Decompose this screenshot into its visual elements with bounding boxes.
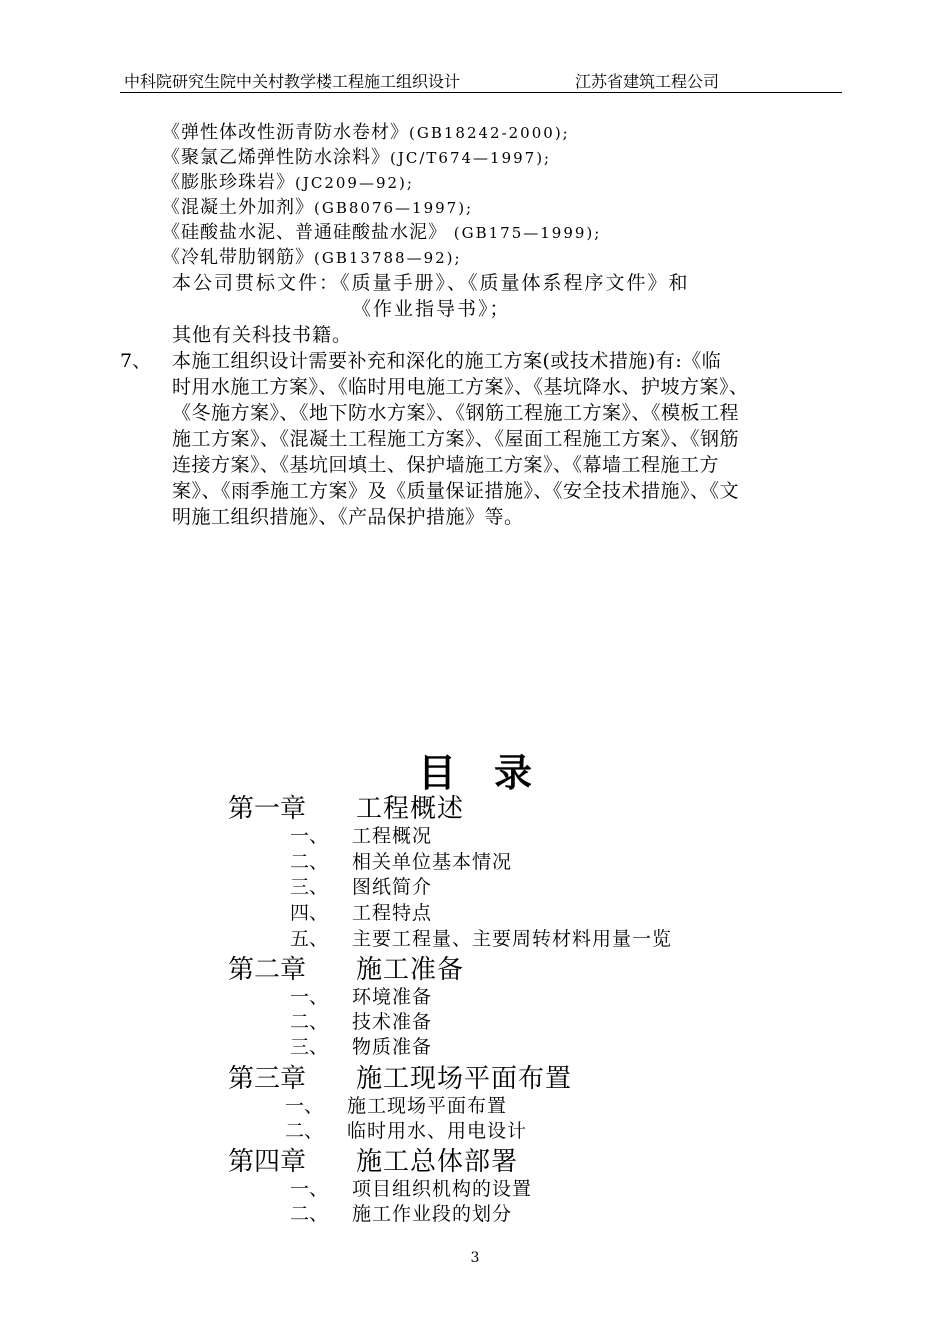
- chapter-number: 第二章: [228, 955, 307, 985]
- reference-item: 《冷轧带肋钢筋》(GB13788—92);: [162, 247, 462, 268]
- paragraph-line: 施工方案》、《混凝土工程施工方案》、《屋面工程施工方案》、《钢筋: [172, 428, 740, 450]
- reference-item: 《硅酸盐水泥、普通硅酸盐水泥》 (GB175—1999);: [162, 222, 602, 243]
- paragraph-line: 明施工组织措施》、《产品保护措施》等。: [172, 506, 524, 528]
- chapter-title: 工程概述: [356, 794, 465, 824]
- header-company-name: 江苏省建筑工程公司: [575, 72, 720, 91]
- chapter-number: 第四章: [228, 1147, 307, 1177]
- paragraph-line: 本施工组织设计需要补充和深化的施工方案(或技术措施)有:《临: [172, 350, 722, 372]
- chapter-number: 第三章: [228, 1064, 307, 1094]
- paragraph-line: 时用水施工方案》、《临时用电施工方案》、《基坑降水、护坡方案》、: [172, 376, 749, 398]
- chapter-title: 施工现场平面布置: [356, 1064, 573, 1094]
- reference-item: 《弹性体改性沥青防水卷材》(GB18242-2000);: [162, 122, 570, 143]
- header-project-title: 中科院研究生院中关村教学楼工程施工组织设计: [124, 72, 461, 91]
- paragraph-line: 《冬施方案》、《地下防水方案》、《钢筋工程施工方案》、《模板工程: [172, 402, 740, 424]
- other-books-line: 其他有关科技书籍。: [172, 324, 353, 346]
- reference-item: 《混凝土外加剂》(GB8076—1997);: [162, 197, 474, 218]
- page-header: [120, 68, 842, 93]
- paragraph-line: 案》、《雨季施工方案》及《质量保证措施》、《安全技术措施》、《文: [172, 480, 740, 502]
- item-7-number: 7、: [120, 350, 152, 372]
- company-docs-line1: 本公司贯标文件：《质量手册》、《质量体系程序文件》和: [172, 272, 690, 294]
- page-number: 3: [470, 1250, 480, 1266]
- chapter-title: 施工总体部署: [356, 1147, 519, 1177]
- reference-item: 《聚氯乙烯弹性防水涂料》(JC/T674—1997);: [162, 147, 552, 168]
- toc-title: 目录: [417, 750, 570, 795]
- chapter-title: 施工准备: [356, 955, 465, 985]
- reference-item: 《膨胀珍珠岩》(JC209—92);: [162, 172, 414, 193]
- paragraph-line: 连接方案》、《基坑回填土、保护墙施工方案》、《幕墙工程施工方: [172, 454, 720, 476]
- company-docs-line2: 《作业指导书》；: [352, 298, 511, 320]
- chapter-number: 第一章: [228, 794, 307, 824]
